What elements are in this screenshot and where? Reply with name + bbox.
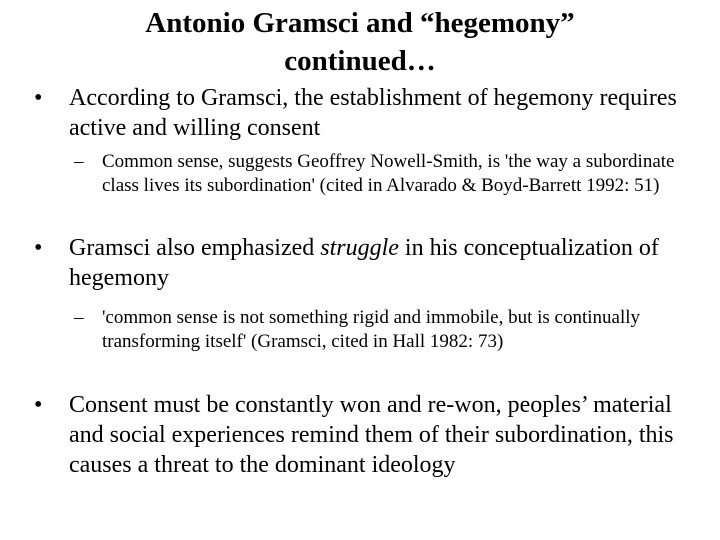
- bullet-1: [34, 83, 694, 143]
- slide-title: [60, 4, 660, 80]
- bullet-marker: •: [34, 235, 43, 261]
- sub-bullet-marker: –: [74, 151, 84, 172]
- bullet-marker: •: [34, 85, 43, 111]
- sub-bullet-1: [74, 150, 684, 198]
- bullet-2-emphasis: struggle: [320, 235, 399, 261]
- bullet-2-text-before: Gramsci also emphasized: [69, 235, 321, 261]
- title-line-2: continued…: [284, 45, 436, 77]
- bullet-1-text: According to Gramsci, the establishment of hegemony requires active and willing consent: [69, 85, 677, 141]
- sub-bullet-marker: –: [74, 307, 84, 328]
- sub-bullet-2-text: 'common sense is not something rigid and immobile, but is continually transforming itself' (Gramsci, cited in Hall 1982: 73): [102, 307, 641, 352]
- bullet-3: [34, 390, 694, 480]
- sub-bullet-2: [74, 306, 684, 354]
- sub-bullet-1-text: Common sense, suggests Geoffrey Nowell-Smith, is 'the way a subordinate class lives its subordination' (cited in Alvarado & Boyd-Barrett 1992: 51): [102, 151, 675, 196]
- bullet-2-text: [69, 233, 694, 293]
- title-line-1: Antonio Gramsci and “hegemony”: [145, 7, 575, 39]
- bullet-2: [34, 233, 694, 293]
- bullet-marker: •: [34, 392, 43, 418]
- bullet-3-text: Consent must be constantly won and re-won, peoples’ material and social experiences remind them of their subordination, this causes a threat to the dominant ideology: [69, 392, 674, 478]
- bullet-2-text-after: in his conceptualization of hegemony: [69, 235, 659, 291]
